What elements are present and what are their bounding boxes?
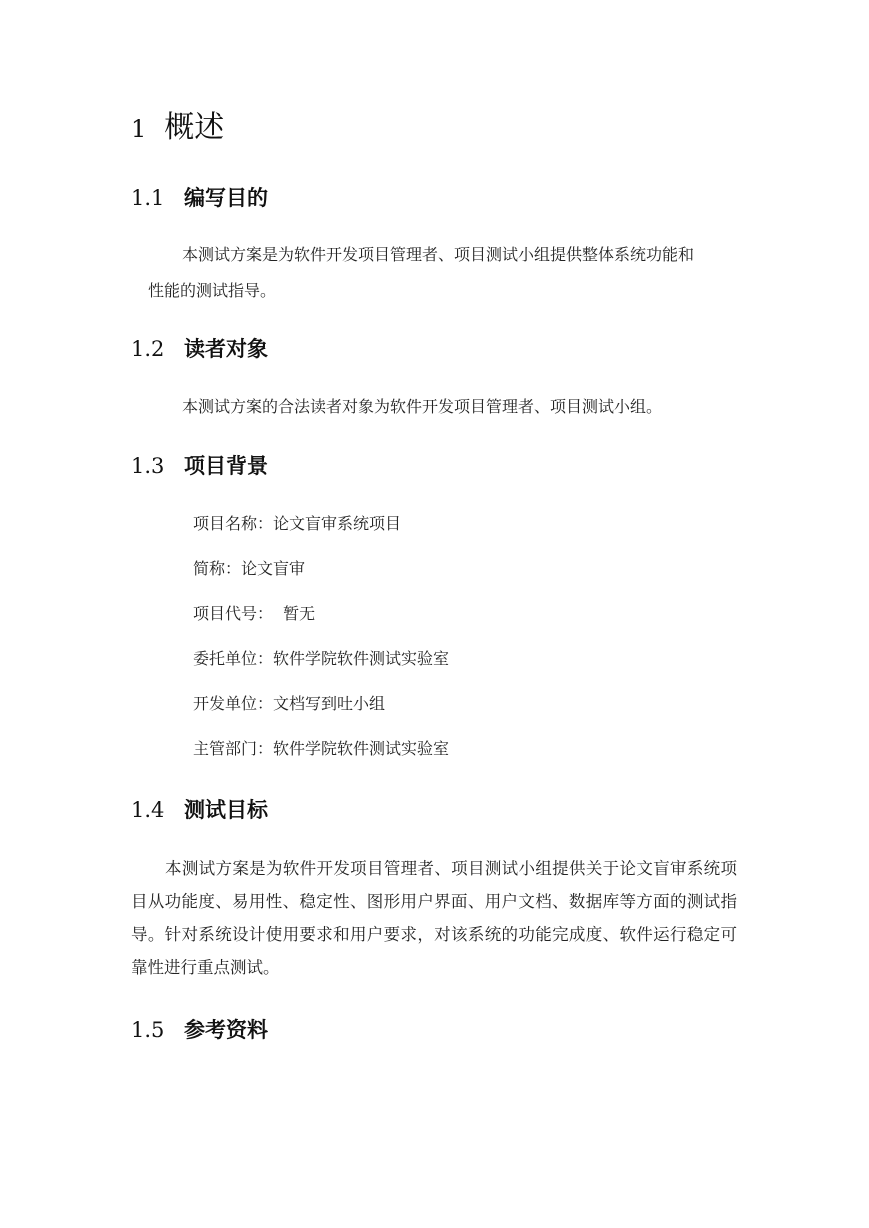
list-item: 简称：论文盲审 xyxy=(193,559,306,578)
list-item: 开发单位：文档写到吐小组 xyxy=(193,694,386,713)
list-item: 主管部门：软件学院软件测试实验室 xyxy=(193,739,450,758)
list-item: 委托单位：软件学院软件测试实验室 xyxy=(193,649,450,668)
section-title: 项目背景 xyxy=(184,454,268,478)
paragraph-line: 性能的测试指导。 xyxy=(148,281,277,300)
chapter-heading xyxy=(131,108,224,149)
paragraph-line: 本测试方案是为软件开发项目管理者、项目测试小组提供整体系统功能和 xyxy=(182,245,695,264)
section-number: 1.5 xyxy=(131,1018,165,1042)
section-title: 参考资料 xyxy=(184,1018,268,1042)
section-title: 编写目的 xyxy=(184,186,268,210)
paragraph-line: 本测试方案的合法读者对象为软件开发项目管理者、项目测试小组。 xyxy=(182,397,663,416)
section-number: 1.2 xyxy=(131,337,165,361)
section-heading-1-4 xyxy=(131,795,268,825)
chapter-number: 1 xyxy=(131,115,147,143)
section-heading-1-1 xyxy=(131,183,268,213)
section-number: 1.4 xyxy=(131,798,165,822)
section-heading-1-2 xyxy=(131,334,268,364)
section-title: 读者对象 xyxy=(184,337,268,361)
section-number: 1.1 xyxy=(131,186,165,210)
section-title: 测试目标 xyxy=(184,798,268,822)
list-item: 项目名称：论文盲审系统项目 xyxy=(193,514,402,533)
list-item: 项目代号： 暂无 xyxy=(193,604,316,623)
section-heading-1-3 xyxy=(131,451,268,481)
section-number: 1.3 xyxy=(131,454,165,478)
chapter-title: 概述 xyxy=(164,110,225,145)
paragraph: 本测试方案是为软件开发项目管理者、项目测试小组提供关于论文盲审系统项目从功能度、易用性、稳定性、图形用户界面、用户文档、数据库等方面的测试指导。针对系统设计使用要求和用户要求，对该系统的功能完成度、软件运行稳定可靠性进行重点测试。 xyxy=(131,859,737,977)
section-heading-1-5 xyxy=(131,1015,268,1045)
